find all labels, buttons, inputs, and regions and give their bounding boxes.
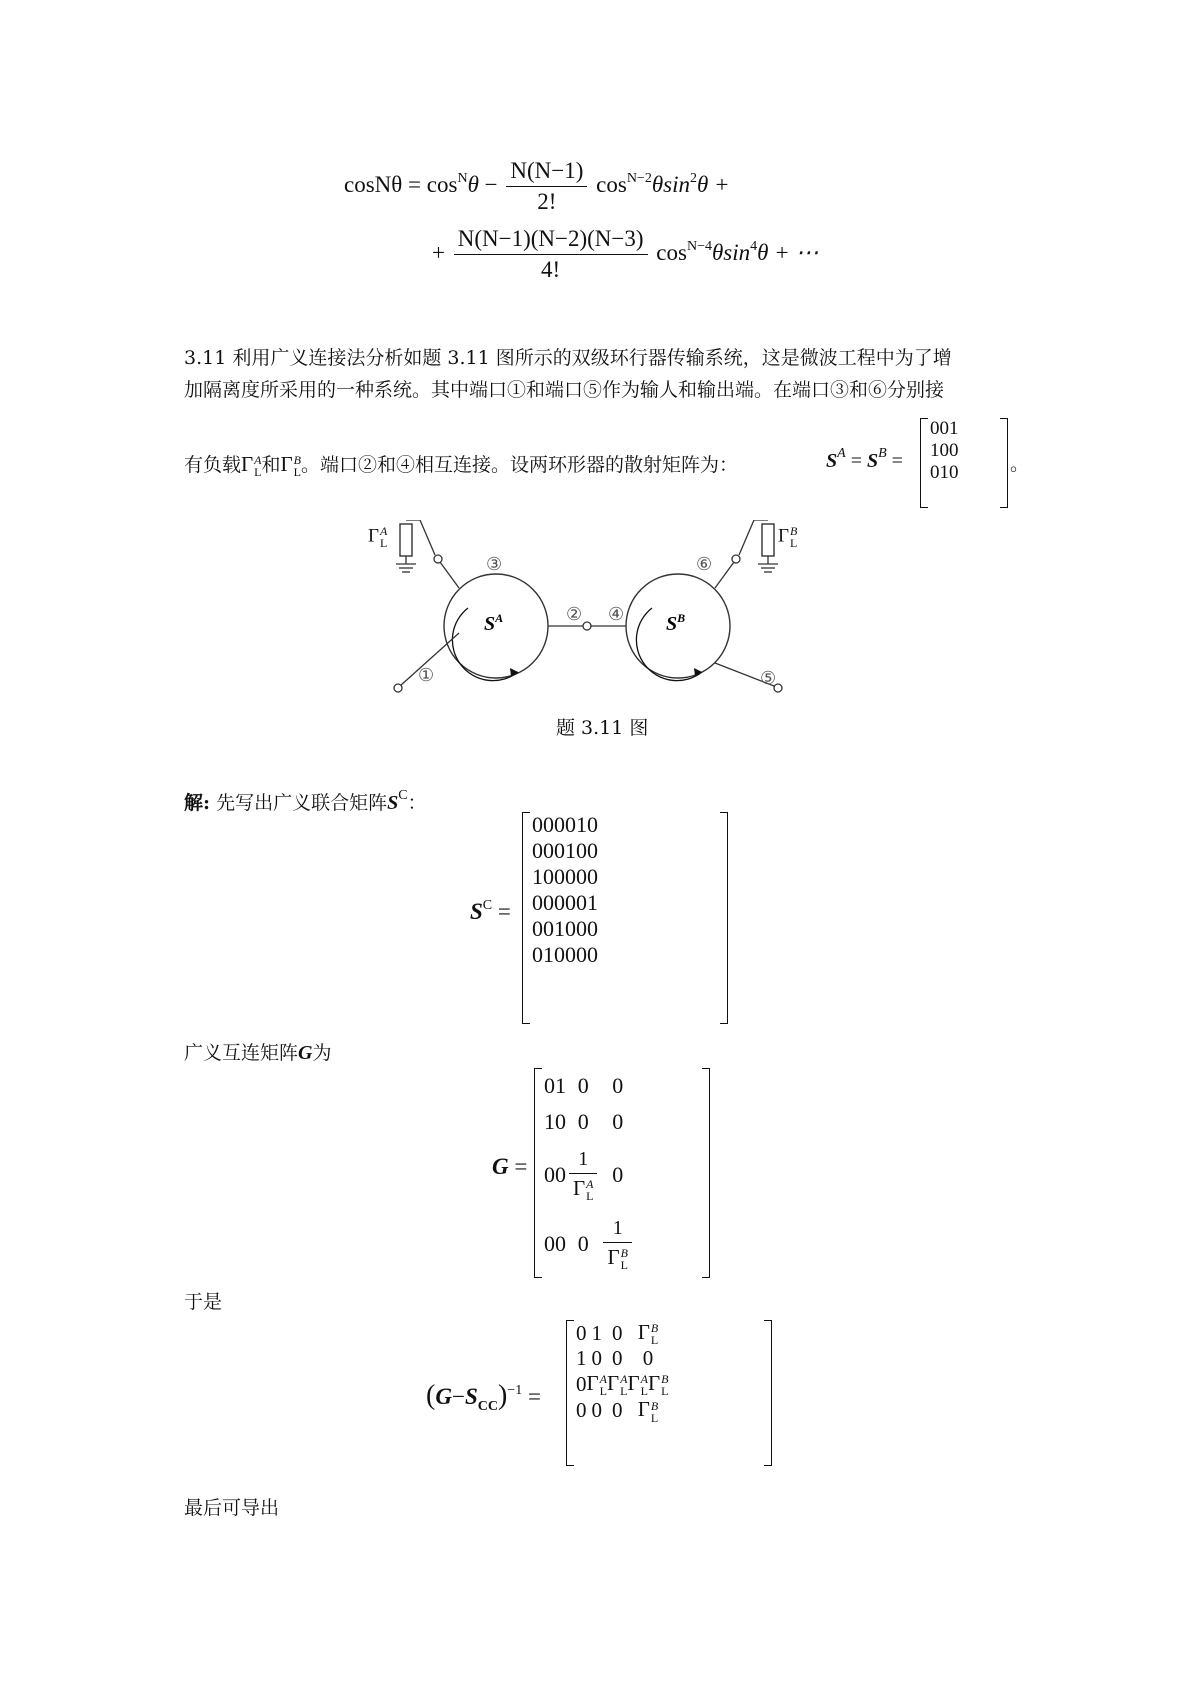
- port-1-terminal: [394, 684, 402, 692]
- fraction-denominator: [603, 1243, 631, 1271]
- yushi-text: 于是: [184, 1291, 223, 1313]
- bracket-left: [534, 1068, 542, 1278]
- matrix-cell: 0: [576, 916, 587, 941]
- matrix-cell: 1: [532, 864, 543, 889]
- sc-symbol: S: [387, 792, 399, 814]
- matrix-cell: 1: [587, 890, 598, 915]
- port-3-line: [440, 562, 459, 588]
- matrix-cell: 1: [930, 440, 940, 461]
- sa-symbol: S: [826, 450, 838, 472]
- end-mark: 。: [1010, 453, 1030, 475]
- fraction-numerator: 1: [603, 1217, 631, 1243]
- matrix-cell: 0: [532, 812, 543, 837]
- matrix-cell: 0: [930, 462, 940, 483]
- s-subscript: CC: [477, 1399, 498, 1414]
- g-symbol: G: [435, 1384, 452, 1409]
- equals-sign: =: [408, 171, 422, 197]
- text-fragment: 。端口②和④相互连接。设两环形器的散射矩阵为：: [301, 454, 739, 476]
- port-label-4: ④: [608, 604, 625, 625]
- load-a-label: [368, 525, 387, 549]
- gamma-sup: A: [254, 453, 262, 468]
- matrix-cell: 1: [576, 812, 587, 837]
- formula-line-2: [432, 226, 818, 283]
- circulator-a-label: $S^A$: [484, 611, 504, 635]
- gamma-ab-cell: [627, 1371, 669, 1399]
- theta-sin-3: θsin: [711, 239, 751, 265]
- sc-sup: C: [398, 788, 408, 803]
- gamma-sup: A: [599, 1372, 607, 1387]
- matrix-cell: 0: [587, 812, 598, 837]
- gamma-glyph: Γ: [627, 1371, 640, 1396]
- inverse-lhs: [426, 1380, 541, 1415]
- sb-sup: B: [878, 446, 887, 461]
- gamma-sup: A: [586, 1177, 594, 1192]
- gamma-glyph: Γ: [778, 525, 789, 547]
- equals-sign: =: [514, 1154, 528, 1179]
- cos-term-2: cos: [596, 171, 627, 197]
- gamma-glyph: Γ: [573, 1175, 586, 1200]
- gamma-glyph: Γ: [241, 452, 254, 476]
- matrix-cell: 0: [565, 864, 576, 889]
- matrix-cell: 0: [554, 942, 565, 967]
- port-label-3: ③: [486, 554, 503, 575]
- sa-sb-equation: [826, 446, 903, 473]
- term-end-2: θ +: [696, 171, 730, 197]
- port-6-terminal: [732, 555, 740, 563]
- gamma-sup: B: [293, 453, 301, 468]
- junction-node: [583, 622, 591, 630]
- finally-text: 最后可导出: [184, 1497, 280, 1519]
- equals-sign: =: [891, 450, 903, 472]
- matrix-cell: 0: [532, 916, 543, 941]
- port-label-2: ②: [566, 604, 583, 625]
- solution-label: 解:: [184, 792, 211, 814]
- matrix-cell: 0: [532, 890, 543, 915]
- gamma-b-symbol: [280, 452, 301, 480]
- sa-sup: A: [837, 446, 846, 461]
- text-fragment: 和: [261, 454, 281, 476]
- gamma-glyph: Γ: [607, 1244, 620, 1269]
- load-b-wire: [739, 520, 754, 555]
- matrix-cell: 1: [939, 462, 949, 483]
- matrix-cell: 0: [565, 942, 576, 967]
- gamma-a-cell: [586, 1371, 607, 1399]
- gamma-glyph: Γ: [637, 1320, 650, 1344]
- matrix-cell: 0: [543, 916, 554, 941]
- text-fragment: 为: [312, 1042, 332, 1064]
- bracket-left: [566, 1320, 574, 1466]
- gamma-glyph: Γ: [637, 1397, 650, 1422]
- sc-symbol: S: [470, 899, 483, 924]
- matrix-cell: 0: [576, 942, 587, 967]
- matrix-cell: 1: [565, 838, 576, 863]
- inverse-exponent: −1: [507, 1383, 523, 1398]
- port-label-1: ①: [418, 665, 435, 686]
- gamma-a-symbol: [241, 452, 262, 480]
- bracket-right: [764, 1320, 772, 1466]
- gamma-sub: L: [293, 465, 301, 480]
- gamma-sub: L: [789, 536, 798, 550]
- equals-sign: =: [497, 899, 511, 924]
- load-a-resistor: [400, 524, 412, 556]
- gamma-sup: A: [640, 1372, 648, 1387]
- matrix-sc: [522, 812, 728, 1024]
- matrix-cell: 0: [949, 440, 959, 461]
- gamma-sub: L: [586, 1189, 594, 1204]
- minus-sign: −: [451, 1384, 465, 1409]
- equals-sign: =: [527, 1384, 541, 1409]
- g-symbol: G: [492, 1154, 509, 1179]
- gamma-b-cell: [637, 1397, 659, 1425]
- gamma-sub: L: [620, 1384, 628, 1399]
- equals-sign: =: [850, 450, 862, 472]
- matrix-cell: 1: [543, 942, 554, 967]
- gamma-sub: L: [254, 465, 262, 480]
- gamma-glyph: Γ: [606, 1371, 620, 1396]
- bracket-left: [522, 812, 530, 1024]
- fraction-denominator: [569, 1174, 597, 1202]
- matrix-cell: 0: [554, 890, 565, 915]
- gamma-glyph: Γ: [280, 452, 293, 476]
- sb-symbol: S: [866, 450, 879, 472]
- matrix-cell: 1: [554, 916, 565, 941]
- exponent-sin-3: 4: [750, 238, 758, 254]
- port-label-5: ⑤: [760, 668, 777, 689]
- bracket-right: [720, 812, 728, 1024]
- matrix-cell: 0: [930, 418, 940, 439]
- circulator-diagram: [390, 520, 800, 710]
- bracket-right: [1000, 418, 1008, 508]
- g-symbol: G: [298, 1042, 313, 1064]
- port-3-terminal: [434, 555, 442, 563]
- g-intro: [184, 1035, 331, 1071]
- matrix-cell: 0: [543, 890, 554, 915]
- matrix-cell: 0: [565, 812, 576, 837]
- matrix-inverse: 0 1 0 ΓB L 1 0 0 0 0 ΓA L ΓA L ΓA LΓB L 0 0 0 ΓB L: [566, 1320, 772, 1466]
- matrix-cell: 0: [532, 838, 543, 863]
- figure-caption: 题 3.11 图: [556, 717, 649, 739]
- exponent-sin-2: 2: [689, 170, 697, 186]
- gamma-sup: B: [650, 1398, 659, 1413]
- fraction-2: [454, 226, 648, 283]
- matrix-cell: 0: [554, 838, 565, 863]
- cos-term: cos: [426, 171, 458, 197]
- matrix-cell: 0: [939, 440, 949, 461]
- gamma-sup: A: [379, 524, 388, 538]
- matrix-cell: 0: [587, 942, 598, 967]
- exponent-2: N−2: [626, 170, 652, 186]
- matrix-cell: 0: [532, 942, 543, 967]
- matrix-cell: 0: [949, 462, 959, 483]
- gamma-sub: L: [661, 1384, 669, 1399]
- gamma-sup: B: [620, 1246, 628, 1261]
- plus-sign: +: [432, 239, 445, 265]
- matrix-cell: 0: [587, 838, 598, 863]
- port-label-6: ⑥: [696, 554, 713, 575]
- problem-line-1: 3.11 利用广义连接法分析如题 3.11 图所示的双级环行器传输系统，这是微波工程中为了增: [184, 347, 952, 369]
- sc-lhs: [470, 898, 511, 925]
- exponent: N: [457, 170, 468, 186]
- matrix-cell: 0: [576, 864, 587, 889]
- term-end-3: θ + ⋯: [757, 239, 819, 265]
- text-fragment: 广义互连矩阵: [184, 1042, 299, 1064]
- bracket-left: [920, 418, 928, 508]
- minus-sign: −: [484, 171, 498, 197]
- g-fraction-a: [569, 1148, 597, 1202]
- formula-line-1: [344, 158, 730, 215]
- cos-term-3: cos: [656, 239, 687, 265]
- load-b-label: [778, 525, 797, 549]
- matrix-cell: 0: [576, 838, 587, 863]
- matrix-cell: 0: [565, 916, 576, 941]
- matrix-cell: 0: [939, 418, 949, 439]
- formula-lhs: cosNθ: [344, 171, 403, 197]
- matrix-cell: 0: [587, 916, 598, 941]
- fraction-2-numerator: N(N−1)(N−2)(N−3): [454, 226, 648, 255]
- gamma-sub: L: [599, 1384, 607, 1399]
- gamma-sub: L: [620, 1258, 628, 1273]
- fraction-1-numerator: N(N−1): [506, 158, 587, 187]
- text-fragment: 先写出广义联合矩阵: [216, 792, 388, 814]
- circulator-b: [626, 574, 730, 678]
- gamma-sub: L: [640, 1384, 648, 1399]
- gamma-sup: B: [661, 1372, 669, 1387]
- gamma-sup: A: [620, 1372, 628, 1387]
- solution-intro: [184, 778, 427, 821]
- gamma-sub: L: [650, 1333, 659, 1348]
- matrix-g: 0 1 0 0 1 0 0 0 0 0 1 ΓA L 0 0 0 0 1 ΓB L: [534, 1068, 710, 1278]
- text-fragment: 有负载: [184, 454, 242, 476]
- bracket-right: [702, 1068, 710, 1278]
- matrix-cell: 0: [554, 864, 565, 889]
- paren-open: (: [426, 1380, 436, 1411]
- gamma-sup: B: [789, 524, 798, 538]
- g-fraction-b: [603, 1217, 631, 1271]
- gamma-glyph: Γ: [368, 525, 379, 547]
- theta-var: θ: [467, 171, 479, 197]
- g-lhs: [492, 1154, 527, 1180]
- fraction-1: [506, 158, 587, 215]
- port-6-line: [715, 562, 734, 588]
- text-fragment: ：: [407, 792, 427, 814]
- paren-close: ): [497, 1380, 508, 1411]
- gamma-a-cell: [606, 1371, 628, 1399]
- load-b-resistor: [762, 524, 774, 556]
- matrix-cell: 0: [587, 864, 598, 889]
- gamma-sub: L: [650, 1410, 659, 1425]
- fraction-2-denominator: 4!: [541, 257, 561, 282]
- exponent-3: N−4: [686, 238, 712, 254]
- fraction-numerator: 1: [569, 1148, 597, 1174]
- fraction-1-denominator: 2!: [537, 189, 557, 214]
- matrix-cell: 0: [554, 812, 565, 837]
- gamma-sup: B: [650, 1321, 659, 1336]
- theta-sin-2: θsin: [651, 171, 690, 197]
- problem-line-2: 加隔离度所采用的一种系统。其中端口①和端口⑤作为输人和输出端。在端口③和⑥分别接: [184, 379, 945, 401]
- gamma-sub: L: [379, 536, 388, 550]
- gamma-glyph: Γ: [647, 1371, 661, 1396]
- matrix-cell: 0: [576, 890, 587, 915]
- circulator-b-label: $S^B$: [666, 611, 686, 635]
- load-a-wire: [420, 520, 435, 555]
- sc-sup: C: [482, 898, 493, 913]
- matrix-cell: 0: [543, 812, 554, 837]
- problem-line-3: [184, 446, 738, 483]
- matrix-cell: 0: [543, 838, 554, 863]
- s-symbol: S: [464, 1384, 478, 1409]
- matrix-cell: 0: [565, 890, 576, 915]
- gamma-b-cell: [637, 1320, 659, 1348]
- matrix-cell: 0: [543, 864, 554, 889]
- gamma-glyph: Γ: [586, 1371, 599, 1396]
- matrix-s: [920, 418, 1008, 508]
- matrix-cell: 1: [949, 418, 959, 439]
